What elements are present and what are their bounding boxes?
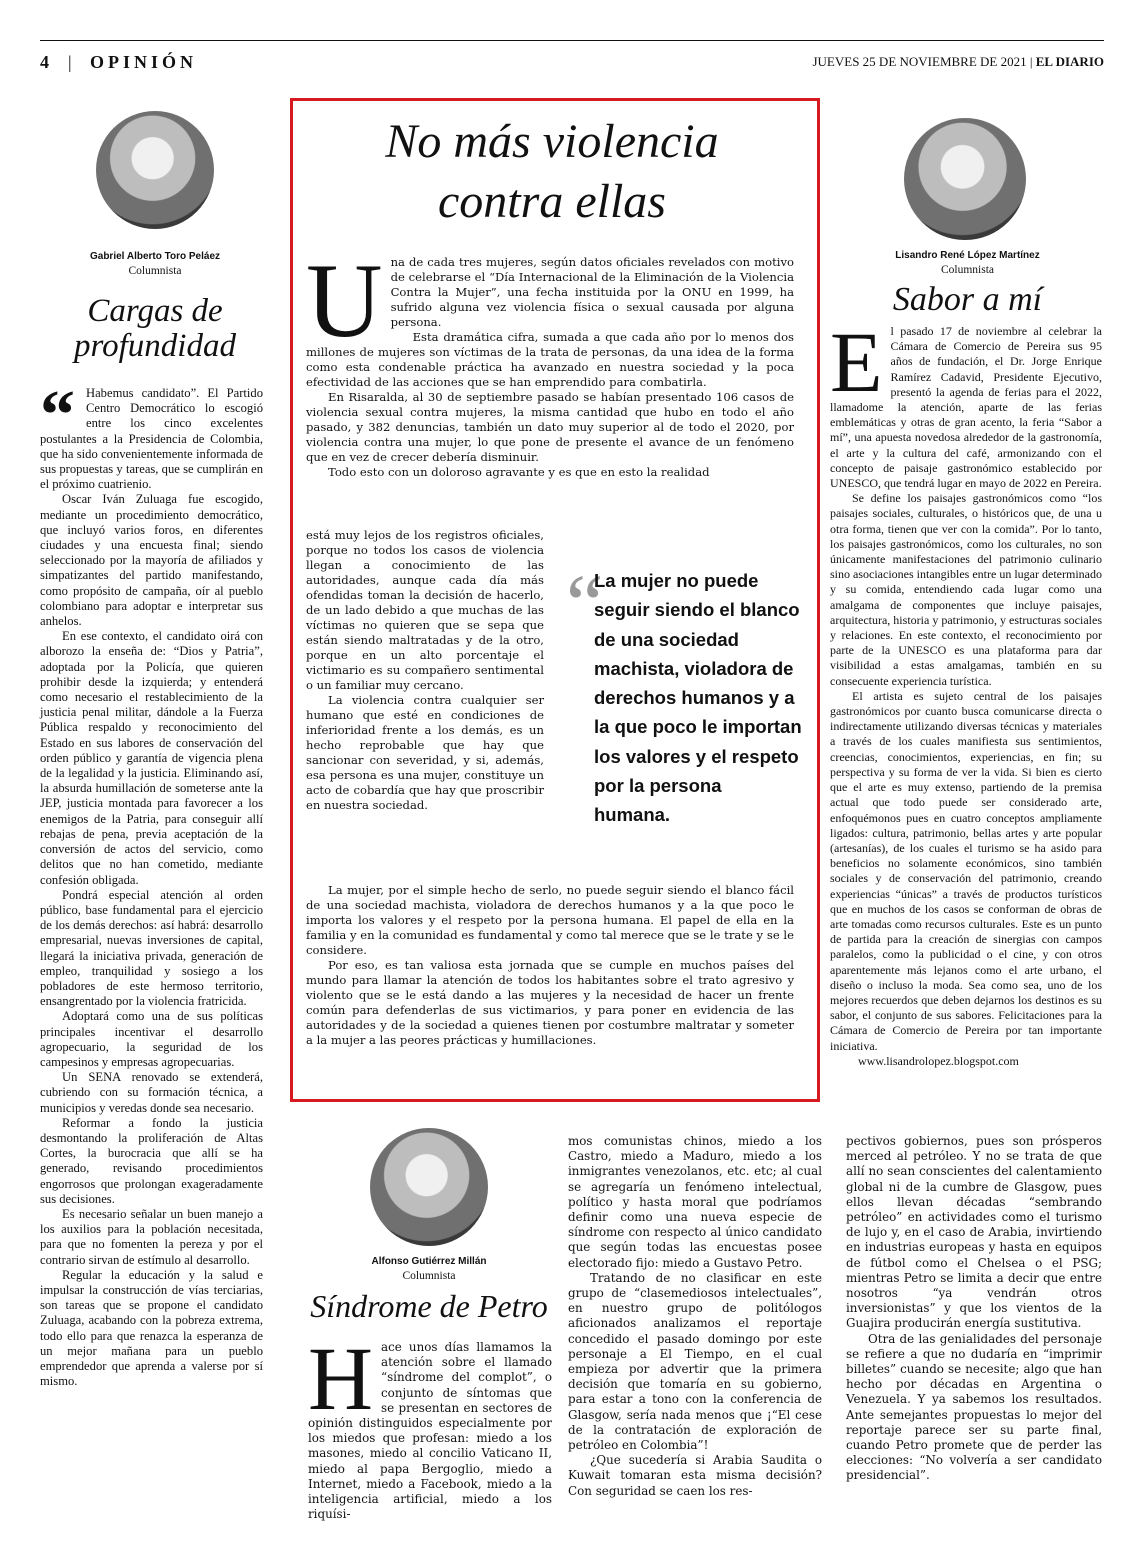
left-para-8: Es necesario señalar un buen manejo a los auxilios para la población necesitada, para que no fomenten la pereza y por el contrario sirvan de estímulo al desarrollo. — [40, 1206, 263, 1267]
author-role-right: Columnista — [940, 264, 995, 276]
right-para-2: Se define los paisajes gastronómicos como “los paisajes sociales, culturales, o históricos que, de una u otra forma, tienen que ver con la comida”. Por lo tanto, los paisajes gastronómicos, como los culturales, no son únicamente manifestaciones del patrimonio culinario sino asociaciones intangibles entre un lugar determinado y su comida, entendiendo cada lugar como una amalgama de componentes que incluye paisajes, arquitectura, historia y patrimonio, y estructuras sociales y relaciones. En este contexto, el reconocimiento por parte de la UNESCO es una plataforma para dar visibilidad a estas amalgamas, también en su consecuente experiencia turística. — [830, 491, 1102, 688]
bottom-col-2 — [568, 1134, 822, 1499]
bottom-para-5: pectivos gobiernos, pues son prósperos merced al petróleo. Y no se trata de que allí no sean conscientes del calentamiento global ni de la cumbre de Glasgow, pues ellos llevan décadas “sembrando petróleo” en actividades como el turismo de lujo y, en el caso de Arabia, invirtiendo en industrias europeas y hasta en equipos de fútbol como el Chelsea o el PSG; mientras Petro se limita a decir que entre nosotros “ya vendrán otros inversionistas” y que los vientos de la Guajira producirán energía sustitutiva. — [846, 1134, 1102, 1331]
dropcap-bottom: H — [308, 1330, 373, 1429]
column-title-right: Sabor a mí — [892, 281, 1043, 318]
bottom-para-3: Tratando de no clasificar en este grupo de “clasemediosos intelectuales”, en nuestro grupo de politólogos aficionados analizamos el reportaje concedido el pasado domingo por este personaje a El Tiempo, en el cual empieza por advertir que la primera decisión que tomaría en su gobierno, para estar a tono con la conferencia de Glasgow, sería nada menos que ¡“El cese de la contratación de exploración de petróleo en Colombia”! — [568, 1270, 822, 1453]
bottom-para-2: mos comunistas chinos, miedo a los Castro, miedo a Maduro, miedo a los inmigrantes venezolanos, etc. etc; al cual se agregaría un fenómeno intelectual, político y hasta moral que podríamos definir como una nueva especie de síndrome con respecto al único candidato que según todas las encuestas posee electorado fijo: miedo a Gustavo Petro. — [568, 1134, 822, 1270]
top-rule — [40, 40, 1104, 41]
main-para-4-head: Todo esto con un doloroso agravante y es que en esto la realidad — [328, 465, 710, 479]
right-para-1: l pasado 17 de noviembre al celebrar la Cámara de Comercio de Pereira sus 95 años de fundación, el Dr. Jorge Enrique Ramírez Cadavid, Presidente Ejecutivo, presentó la agenda de ferias para el 2022, llamadome la atención, aparte de las ferias emblemáticas y otras de gran acento, la feria “Sabor a mí”, una apuesta novedosa alrededor de la gastronomía, el arte y la cultura del café, armonizando con el concepto de paisaje gastronómico establecido por UNESCO, que tendrá lugar en mayo de 2022 en Pereira. — [830, 324, 1102, 491]
left-para-7: Reformar a fondo la justicia desmontando la proliferación de Altas Cortes, la burocracia que allí se ha generado, revisando procedimientos engorrosos que prolongan exageradamente sus decisiones. — [40, 1115, 263, 1206]
right-website: www.lisandrolopez.blogspot.com — [858, 1053, 1019, 1068]
date-text: JUEVES 25 DE NOVIEMBRE DE 2021 | — [812, 54, 1033, 69]
section-name: OPINIÓN — [90, 52, 198, 72]
author-name-left: Gabriel Alberto Toro Peláez — [89, 251, 221, 262]
main-para-7: Por eso, es tan valiosa esta jornada que se cumple en muchos países del mundo para llamar la atención de todos los habitantes sobre el trato agresivo y violento que se le está dando a las mujeres y la necesidad de hacer un frente común para defenderlas de sus victimarios, y para poner en evidencia de las autoridades y de la sociedad a quienes tienen por costumbre maltratar y someter a la mujer a las peores prácticas y humillaciones. — [306, 958, 794, 1047]
main-article-lower — [306, 883, 794, 1048]
paper-name: EL DIARIO — [1035, 54, 1104, 69]
left-para-5: Adoptará como una de sus políticas principales incentivar el desarrollo agropecuario, la seguridad de los campesinos y empresas agropecuarias. — [40, 1009, 263, 1069]
main-para-4-rest: está muy lejos de los registros oficiales, porque no todos los casos de violencia llegan a conocimiento de las autoridades, aunque cada día más ofendidas toman la decisión de hacerlo, de un lado debido a que muchas de las víctimas no quieren que se sepa que están siendo maltratadas y de la otro, porque en un alto porcentaje el victimario es su compañero sentimental o un familiar muy cercano. — [306, 528, 544, 692]
author-role-left: Columnista — [128, 265, 182, 277]
left-para-6: Un SENA renovado se extenderá, cubriendo con su formación técnica, a municipios y veredas donde sea necesario. — [40, 1070, 263, 1115]
column-body-right — [830, 314, 1102, 1069]
bottom-para-4: ¿Que sucedería si Arabia Saudita o Kuwait tomaran esta misma decisión? Con seguridad se caen los res- — [568, 1453, 822, 1498]
column-body-left — [40, 377, 263, 1389]
main-para-3: En Risaralda, al 30 de septiembre pasado se habían presentado 106 casos de violencia sexual contra mujeres, la misma cantidad que hubo en todo el año pasado, y 382 denuncias, también un dato muy superior al de todo el 2020, por violencia contra una mujer, lo que pone de presente el avance de un fenómeno que en vez de crecer debería disminuir. — [306, 390, 794, 464]
pull-quote-mark: “ — [566, 558, 604, 651]
main-article-upper — [306, 242, 794, 480]
header-date — [812, 54, 1104, 70]
bottom-col-1 — [308, 1330, 552, 1522]
main-para-5: La violencia contra cualquier ser humano que esté en condiciones de inferioridad frente a los demás, es un hecho reprobable que hay que sancionar con severidad, y si, además, esa persona es una mujer, constituye un acto de cobardía que hay que proscribir en nuestra sociedad. — [306, 693, 544, 812]
left-para-9: Regular la educación y la salud e impulsar la construcción de vías terciarias, son tareas que se propone el candidato Zuluaga, acabando con la pobreza extrema, todo ello para que renazca la esperanza de un mejor mañana para un pueblo emprendedor que aprenda a valerse por sí mismo. — [40, 1267, 263, 1389]
right-para-3: El artista es sujeto central de los paisajes gastronómicos por cuanto busca comunicarse directa o indirectamente utilizando diversas técnicas y materiales a través de los cuales manifiesta sus sentimientos, creencias, conocimientos, experiencias, en fin; su perspectiva y su forma de ver la vida. Si bien es cierto que el arte es muy extenso, partiendo de la premisa actual que todo puede ser considerado arte, enfoquémonos pues en cuatro conceptos ampliamente ligados: cultura, patrimonio, bellas artes y arte popular (artesanías), de los cuales el turismo se ha asido para beneficios no solamente económicos, sino también sociales y de conservación del patrimonio, creando experiencias “únicas” a través de productos turísticos que en muchos de los casos se conforman de obras de arte tomadas como recursos culturales. Este es un punto de partida para la creación de sinergias con campos paralelos, como la publicidad o el cine, y con otros aparentemente más lejanos como el arte urbano, el diseño o incluso la moda. Sea como sea, uno de los mejores recuerdos que deben dejarnos los destinos es su sabor, el conjunto de sus sabores. Felicitaciones para la Cámara de Comercio de Pereira por tan importante iniciativa. — [830, 688, 1102, 1053]
page-header — [40, 50, 1104, 80]
author-photo-right — [904, 118, 1026, 240]
column-title-left: Cargas de profundidad — [74, 293, 236, 364]
author-photo-left — [96, 111, 214, 229]
author-name-bottom: Alfonso Gutiérrez Millán — [371, 1256, 487, 1267]
main-article-title — [300, 112, 804, 232]
main-title-line-1: No más violencia — [385, 115, 719, 168]
left-para-1: Habemus candidato”. El Partido Centro Democrático lo escogió entre los cinco excelentes postulantes a la Presidencia de Colombia, que ha sido convenientemente informada de sus propuestas y tareas, que se cumplirán en el próximo cuatrienio. — [40, 386, 263, 492]
dropcap-quote-left: “ — [40, 377, 75, 454]
column-title-bottom: Síndrome de Petro — [310, 1288, 548, 1324]
main-dropcap: U — [306, 242, 383, 359]
left-para-3: En ese contexto, el candidato oirá con alborozo la enseña de: “Dios y Patria”, adoptada por la Policía, que quieren prohibir desde la izquierda; y entenderá como necesario el restablecimiento de la justicia penal militar, dándole a la Fuerza Pública respaldo y reconocimiento del Estado en sus labores de conservación del orden público y garantía de vigencia plena de la legalidad y la justicia. Eliminando así, la absurda humillación de someterse ante la JEP, justicia montada para favorecer a los enemigos de la Patria, para conseguir allí rebajas de pena, previa aceptación de la conversión de actos del servicio, como delitos que no han cometido, mediante confesión obligada. — [40, 629, 263, 887]
left-para-4: Pondrá especial atención al orden público, base fundamental para el ejercicio de los demás derechos: así habrá: desarrollo empresarial, nuevas inversiones de capital, llegará la iniciativa privada, generación de empleo, tranquilidad y sosiego a los pobladores de este hermoso territorio, ensangrentado por la violencia fratricida. — [40, 887, 263, 1009]
author-role-bottom: Columnista — [402, 1270, 456, 1282]
main-article-narrow — [306, 528, 544, 813]
main-para-2: Esta dramática cifra, sumada a que cada año por lo menos dos millones de mujeres son víctimas de la trata de personas, da una idea de la forma como esta condenable práctica ha avanzado en nuestra sociedad y la poca efectividad de las acciones que se han emprendido para combatirla. — [306, 330, 794, 389]
main-para-6: La mujer, por el simple hecho de serlo, no puede seguir siendo el blanco fácil de una sociedad machista, violadora de derechos humanos y a la que poco le importa los valores y el respeto por la persona humana. El papel de ella en la familia y en la comunidad es fundamental y como tal merece que se le trate y se le considere. — [306, 883, 794, 957]
left-para-2: Oscar Iván Zuluaga fue escogido, mediante un procedimiento democrático, que incluyó varios foros, en diferentes ciudades y una encuesta final; siendo seleccionado por la mayoría de afiliados y simpatizantes del partido manifestando, como propósito de campaña, oír al pueblo colombiano para adoptar e interpretar sus anhelos. — [40, 492, 263, 629]
dropcap-right: E — [830, 314, 883, 410]
author-name-right: Lisandro René López Martínez — [895, 250, 1040, 261]
pull-quote: La mujer no puede seguir siendo el blanco de una sociedad machista, violadora de derechos humanos y a la que poco le importan los valores y el respeto por la persona humana. — [594, 570, 802, 826]
header-divider: | — [68, 52, 72, 72]
page-number: 4 — [40, 52, 51, 72]
main-para-1: na de cada tres mujeres, según datos oficiales revelados con motivo de celebrarse el “Día Internacional de la Eliminación de la Violencia Contra la Mujer”, una fecha instituida por la ONU en 1999, ha sufrido alguna vez violencia física o sexual causada por alguna persona. — [390, 255, 794, 329]
bottom-col-3 — [846, 1134, 1102, 1484]
bottom-para-6: Otra de las genialidades del personaje se refiere a que no dudaría en “imprimir billetes” cuando se necesite; algo que han hecho por décadas en Argentina o Venezuela. Y ya sabemos los resultados. Ante semejantes propuestas lo mejor del reportaje parece ser su parte final, cuando Petro promete que de perder las elecciones: “No volvería a ser candidato presidencial”. — [846, 1331, 1102, 1483]
author-photo-bottom — [370, 1128, 488, 1246]
bottom-para-1: ace unos días llamamos la atención sobre el llamado “síndrome del complot”, o conjunto de síntomas que se presentan en sectores de opinión distinguidos especialmente por los miedos que profesan: miedo a los masones, miedo al concilio Vaticano II, miedo al papa Bergoglio, miedo a Internet, miedo a Facebook, miedo a la inteligencia artificial, miedo a los riquísi- — [308, 1340, 552, 1522]
main-title-line-2: contra ellas — [438, 175, 666, 228]
